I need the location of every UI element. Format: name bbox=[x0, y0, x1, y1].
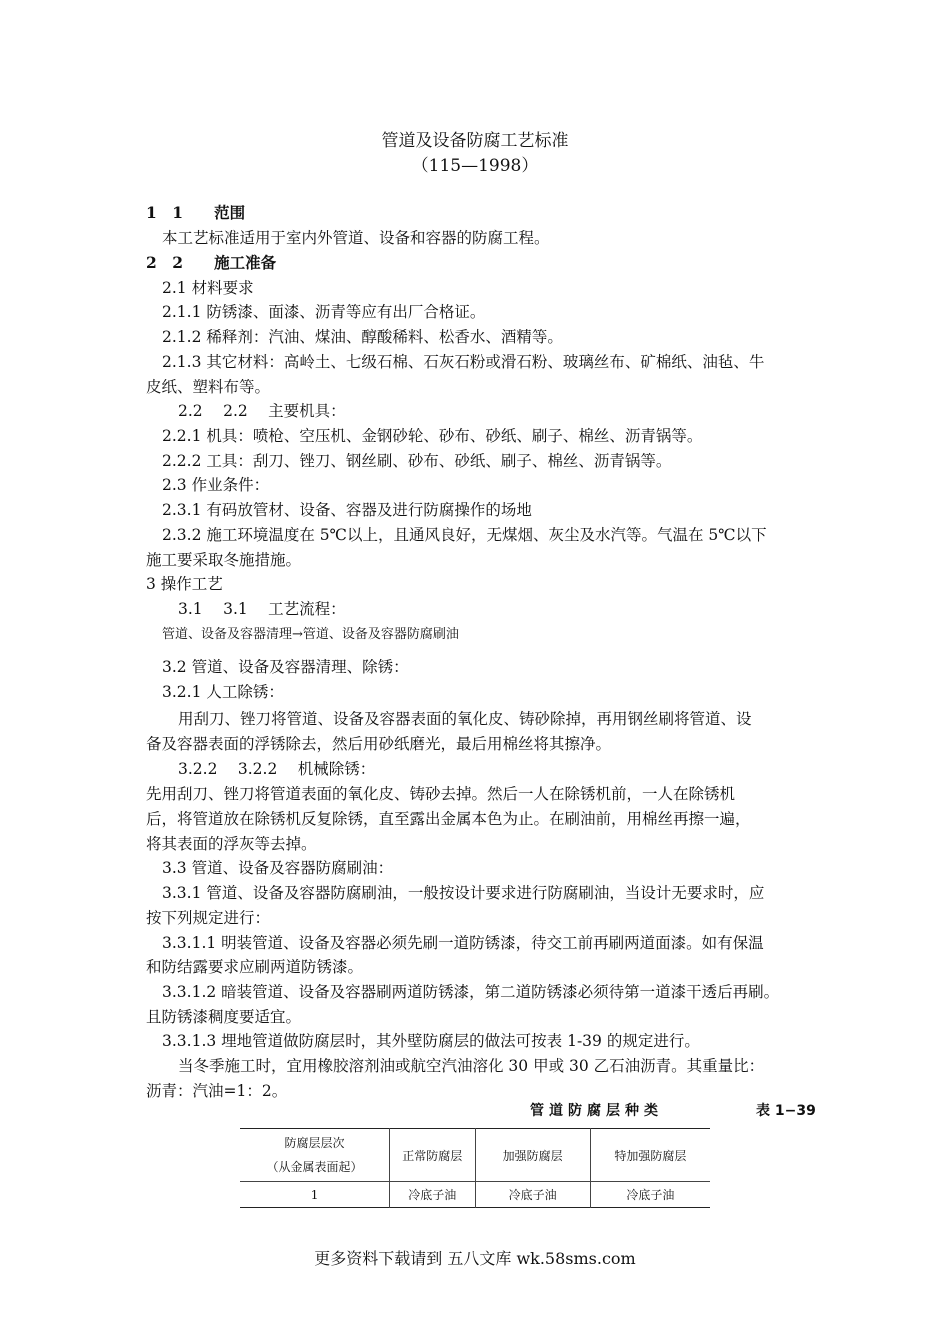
paragraph-line: 3.3.1.2 暗装管道、设备及容器刷两道防锈漆，第二道防锈漆必须待第一道漆干透后再刷。 bbox=[162, 983, 780, 1001]
paragraph-line: 3.3 管道、设备及容器防腐刷油： bbox=[162, 859, 394, 877]
paragraph-line: 2.2 2.2 主要机具： bbox=[178, 402, 346, 420]
paragraph-line: 2.2.2 工具：刮刀、锉刀、钢丝刷、砂布、砂纸、刷子、棉丝、沥青锅等。 bbox=[162, 452, 672, 470]
paragraph-line: 施工要采取冬施措施。 bbox=[146, 551, 302, 569]
table-header-layer bbox=[240, 1129, 390, 1182]
section-1-heading: 1 1 范围 bbox=[146, 203, 246, 222]
paragraph-line: 2.1.2 稀释剂：汽油、煤油、醇酸稀料、松香水、酒精等。 bbox=[162, 328, 563, 346]
paragraph-line: 本工艺标准适用于室内外管道、设备和容器的防腐工程。 bbox=[162, 229, 550, 247]
section-3-heading: 3 操作工艺 bbox=[146, 575, 223, 593]
document-title: 管道及设备防腐工艺标准 bbox=[381, 131, 569, 151]
paragraph-line: 2.3.1 有码放管材、设备、容器及进行防腐操作的场地 bbox=[162, 501, 532, 519]
paragraph-line: 且防锈漆稠度要适宜。 bbox=[146, 1008, 302, 1026]
paragraph-line: 3.3.1.3 埋地管道做防腐层时，其外壁防腐层的做法可按表 1-39 的规定进行。 bbox=[162, 1032, 700, 1050]
paragraph-line: 和防结露要求应刷两道防锈漆。 bbox=[146, 958, 364, 976]
table-cell: 冷底子油 bbox=[590, 1182, 710, 1208]
paragraph-line: 皮纸、塑料布等。 bbox=[146, 378, 271, 396]
table-header-cell: 正常防腐层 bbox=[390, 1129, 475, 1182]
footer-download-note: 更多资料下载请到 五八文库 wk.58sms.com bbox=[314, 1249, 636, 1268]
paragraph-line: 3.2.2 3.2.2 机械除锈： bbox=[178, 760, 376, 778]
paragraph-line: 3.2.1 人工除锈： bbox=[162, 683, 284, 701]
table-cell: 1 bbox=[240, 1182, 390, 1208]
table-header-cell: 加强防腐层 bbox=[475, 1129, 590, 1182]
paragraph-line: 2.3.2 施工环境温度在 5℃以上，且通风良好，无煤烟、灰尘及水汽等。气温在 5℃以下 bbox=[162, 526, 767, 544]
paragraph-line: 2.2.1 机具：喷枪、空压机、金钢砂轮、砂布、砂纸、刷子、棉丝、沥青锅等。 bbox=[162, 427, 703, 445]
paragraph-line: 先用刮刀、锉刀将管道表面的氧化皮、铸砂去掉。然后一人在除锈机前，一人在除锈机 bbox=[146, 785, 736, 803]
paragraph-line: 3.3.1 管道、设备及容器防腐刷油，一般按设计要求进行防腐刷油，当设计无要求时，应 bbox=[162, 884, 765, 902]
paragraph-line: 2.1 材料要求 bbox=[162, 279, 254, 297]
process-flow-line: 管道、设备及容器清理→管道、设备及容器防腐刷油 bbox=[162, 627, 459, 642]
section-2-heading: 2 2 施工准备 bbox=[146, 253, 277, 272]
table-caption: 管道防腐层种类 bbox=[530, 1103, 663, 1119]
paragraph-line: 后，将管道放在除锈机反复除锈，直至露出金属本色为止。在刷油前，用棉丝再擦一遍， bbox=[146, 810, 751, 828]
paragraph-line: 用刮刀、锉刀将管道、设备及容器表面的氧化皮、铸砂除掉，再用钢丝刷将管道、设 bbox=[178, 710, 752, 728]
paragraph-line: 将其表面的浮灰等去掉。 bbox=[146, 835, 317, 853]
table-row bbox=[240, 1182, 710, 1208]
paragraph-line: 按下列规定进行： bbox=[146, 909, 271, 927]
table-number: 表 1−39 bbox=[756, 1103, 816, 1119]
document-subtitle: （115—1998） bbox=[411, 156, 539, 176]
paragraph-line: 沥青：汽油=1：2。 bbox=[146, 1082, 288, 1100]
paragraph-line: 备及容器表面的浮锈除去，然后用砂纸磨光，最后用棉丝将其擦净。 bbox=[146, 735, 612, 753]
paragraph-line: 3.2 管道、设备及容器清理、除锈： bbox=[162, 658, 409, 676]
paragraph-line: 2.1.1 防锈漆、面漆、沥青等应有出厂合格证。 bbox=[162, 303, 486, 321]
table-cell: 冷底子油 bbox=[390, 1182, 475, 1208]
paragraph-line: 3.1 3.1 工艺流程： bbox=[178, 600, 346, 618]
paragraph-line: 3.3.1.1 明装管道、设备及容器必须先刷一道防锈漆，待交工前再刷两道面漆。如有保温 bbox=[162, 934, 764, 952]
paragraph-line: 当冬季施工时，宜用橡胶溶剂油或航空汽油溶化 30 甲或 30 乙石油沥青。其重量比： bbox=[178, 1057, 765, 1075]
table-header-row bbox=[240, 1129, 710, 1182]
table-header-cell: 特加强防腐层 bbox=[590, 1129, 710, 1182]
table-header-layer-line2: （从金属表面起） bbox=[266, 1160, 363, 1174]
anticorrosion-table bbox=[240, 1128, 710, 1208]
table-cell: 冷底子油 bbox=[475, 1182, 590, 1208]
paragraph-line: 2.3 作业条件： bbox=[162, 476, 270, 494]
paragraph-line: 2.1.3 其它材料：高岭土、七级石棉、石灰石粉或滑石粉、玻璃丝布、矿棉纸、油毡、牛 bbox=[162, 353, 765, 371]
table-header-layer-line1: 防腐层层次 bbox=[284, 1136, 345, 1150]
